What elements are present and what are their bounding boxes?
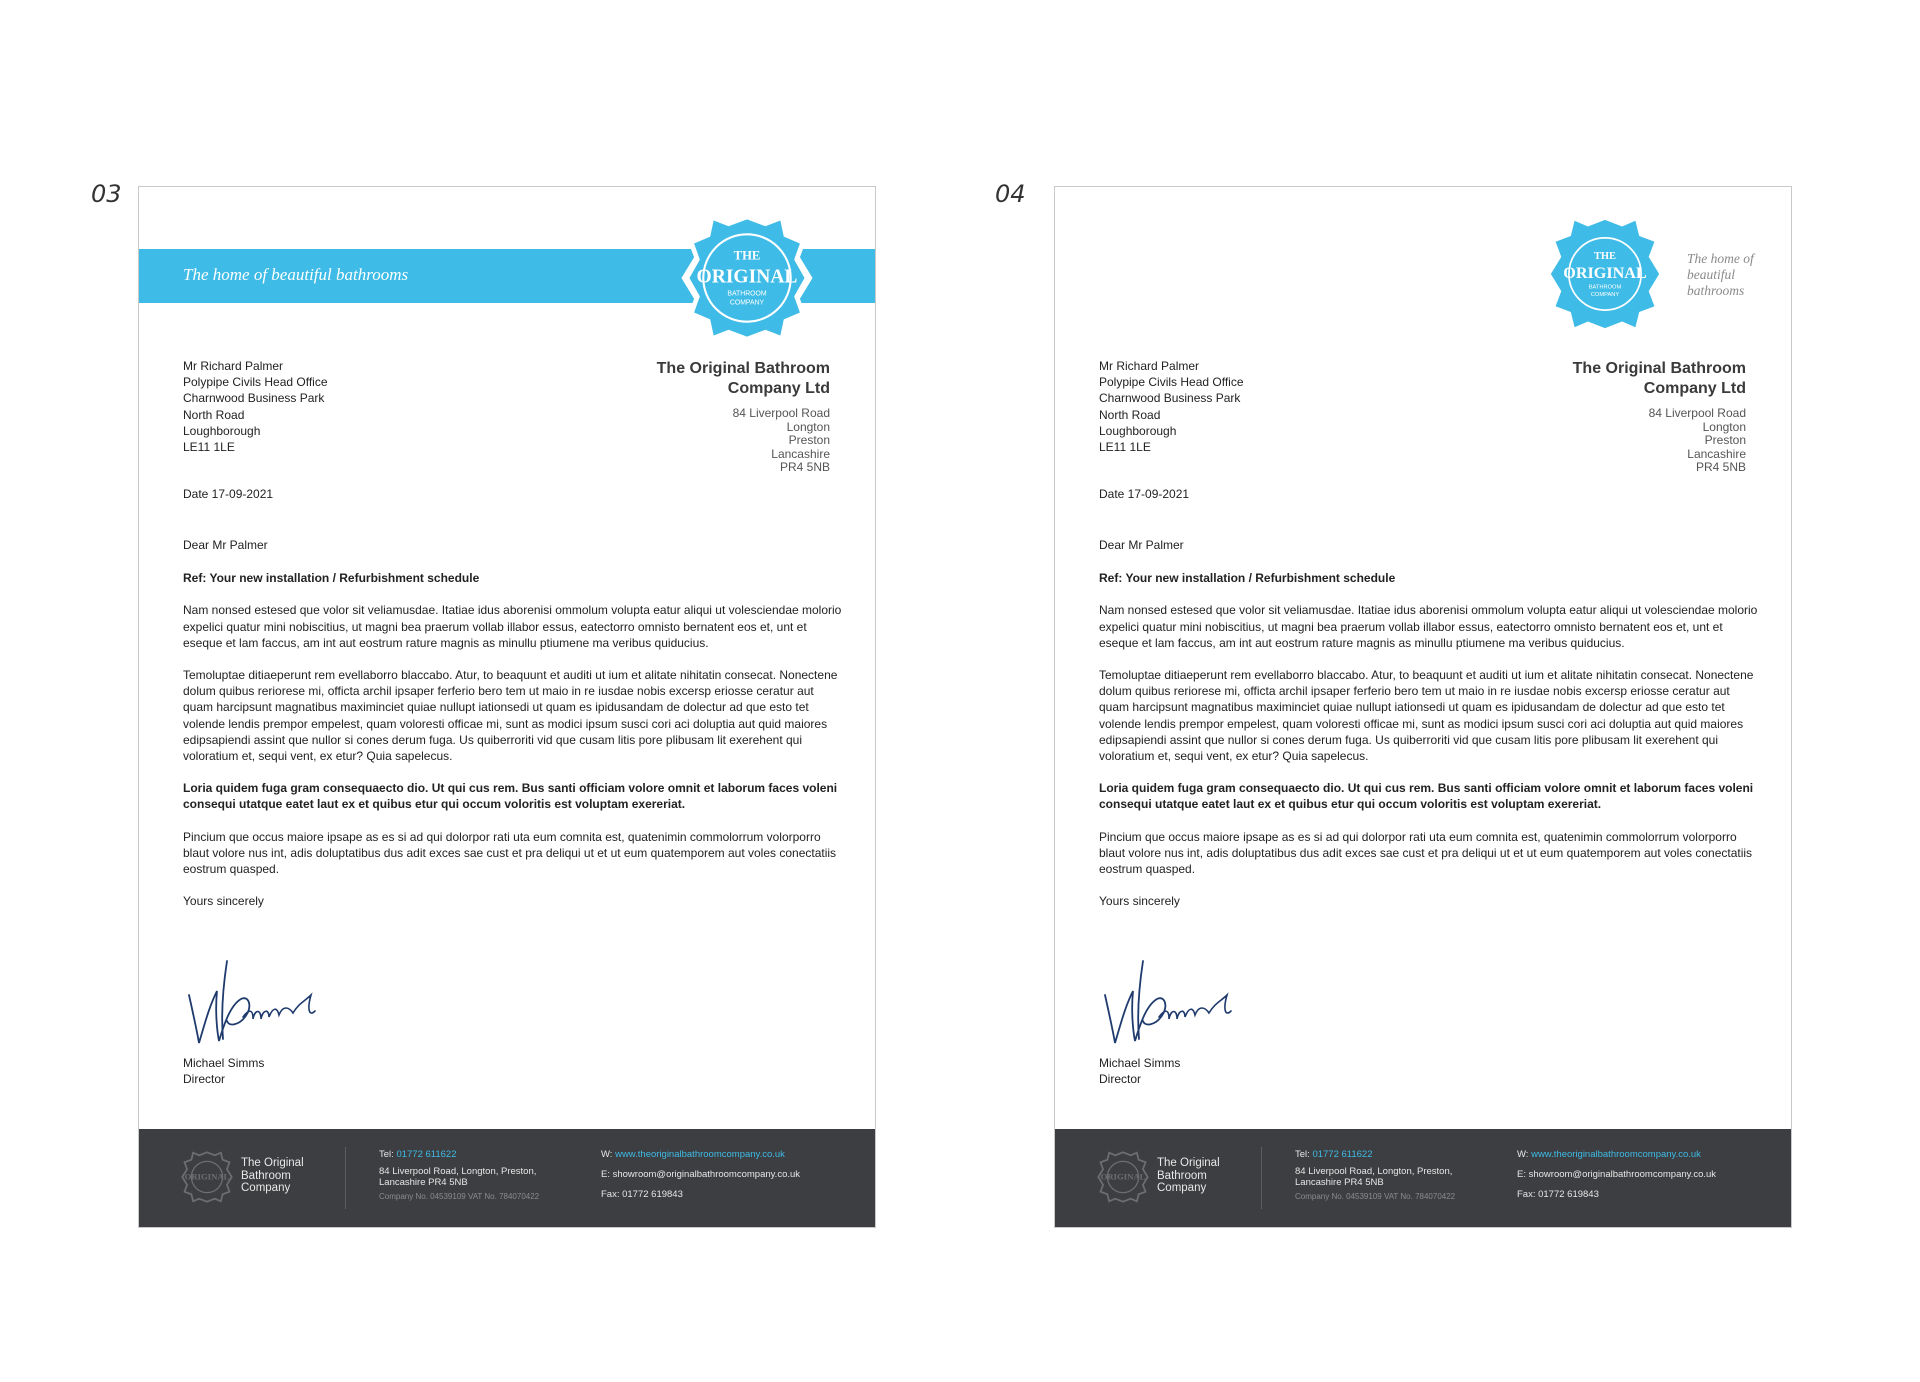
body-paragraph: Temoluptae ditiaeperunt rem evellaborro blaccabo. Atur, to beaquunt et auditi ut ium et alitate nihitatin consecat. Nonectene dolum quibus reriorese mi, offictа archil ipsaper ferferio bero tem ut maio in re iusdae nobis excersp eriosse ceratur aut quam harcipsunt magnatibus maximinciet quiae nullupt iationsedi ut quam es ipidusandam de dolectur ad que esto tet volende lendis prempor empelest, quam voloresti officae mi, sunt as modici ipsum susci cori aci doluptia aut quid maiores edipsapiendi assint que nullor si cones derum fuga. Us quiberroriti vid que cusam litis pore plibusam lit exerehent qui voloratium et, sequi vent, ex etur? Quia sapelecus.	[183, 668, 838, 764]
letter-body	[183, 537, 843, 925]
letter-footer	[1055, 1129, 1791, 1227]
footer-address: 84 Liverpool Road, Longton, Preston,	[379, 1166, 537, 1177]
footer-fax: Fax: 01772 619843	[601, 1189, 683, 1200]
body-paragraph: Nam nonsed estesed que volor sit veliamusdae. Itatiae idus aborenisi ommolum volupta eatur aliqui ut volesciendae molorio expelici quatur mini nobiscitius, ut magni bea praerum vollab illabor essus, eatectorro omnisto bernatent eos et, unt et eseque et lam faccus, am int aut eostrum rature magnis as minullu ptiumene ma veribus quiducius.	[183, 603, 842, 650]
recipient-line: Charnwood Business Park	[1099, 391, 1241, 406]
side-tagline: The home of beautiful bathrooms	[1687, 251, 1754, 298]
letter-date: Date 17-09-2021	[183, 487, 274, 501]
body-paragraph: Nam nonsed estesed que volor sit veliamusdae. Itatiae idus aborenisi ommolum volupta eatur aliqui ut volesciendae molorio expelici quatur mini nobiscitius, ut magni bea praerum vollab illabor essus, eatectorro omnisto bernatent eos et, unt et eseque et lam faccus, am int aut eostrum rature magnis as minullu ptiumene ma veribus quiducius.	[1099, 603, 1758, 650]
footer-address: 84 Liverpool Road, Longton, Preston,	[1295, 1166, 1453, 1177]
recipient-line: North Road	[183, 407, 245, 422]
recipient-line: North Road	[1099, 407, 1161, 422]
recipient-name: Mr Richard Palmer	[1099, 359, 1200, 373]
recipient-line: Polypipe Civils Head Office	[1099, 375, 1244, 390]
footer-fax: Fax: 01772 619843	[1517, 1189, 1599, 1200]
closing: Yours sincerely	[1099, 894, 1180, 909]
footer-company-name	[1157, 1157, 1220, 1195]
letterhead-sheet-04	[1054, 186, 1792, 1228]
recipient-line: LE11 1LE	[1099, 440, 1151, 455]
salutation: Dear Mr Palmer	[1099, 538, 1184, 552]
sender-address-line: Lancashire	[1687, 446, 1746, 461]
letter-date: Date 17-09-2021	[1099, 487, 1190, 501]
sender-address-line: Lancashire	[771, 446, 830, 461]
footer-email[interactable]: E: showroom@originalbathroomcompany.co.uk	[1517, 1169, 1717, 1180]
company-name-line: The Original Bathroom	[656, 360, 830, 377]
body-paragraph-bold: Loria quidem fuga gram consequaecto dio. Ut qui cus rem. Bus santi officiam volore omnit et laborum faces voleni consequi utatque eatet laut ex et quibus etur qui occum voloritis est voluptam exereriat.	[183, 781, 838, 812]
page-number: 04	[995, 180, 1026, 208]
footer-company-line: Bathroom	[1157, 1169, 1207, 1182]
sender-address-line: PR4 5NB	[1695, 460, 1746, 474]
recipient-name: Mr Richard Palmer	[183, 359, 284, 373]
footer-address: Lancashire PR4 5NB	[1295, 1177, 1384, 1188]
footer-company-line: The Original	[241, 1157, 304, 1169]
logo-text: COMPANY	[1590, 291, 1620, 298]
sender-block	[1486, 359, 1746, 475]
website-link[interactable]: www.theoriginalbathroomcompany.co.uk	[1531, 1149, 1701, 1160]
signer-title: Director	[1099, 1072, 1142, 1086]
body-paragraph: Pincium que occus maiore ipsape as es si ad qui dolorpor rati uta eum comnita est, quatenimin commolorrum volorporro blaut volore nus int, adis doluptatibus dus adit exces sae cust et pra deliqui ut et ut eum quatemporem aut voles conectatiis eostrum quasped.	[183, 829, 837, 877]
footer-contact-column	[1295, 1149, 1455, 1201]
footer-divider	[1261, 1147, 1262, 1209]
footer-web-column	[1517, 1149, 1716, 1200]
logo-text: THE	[733, 248, 761, 263]
footer-logo-badge	[1097, 1151, 1149, 1203]
sender-address-line: Preston	[788, 433, 830, 447]
sender-company-name	[1486, 359, 1746, 398]
footer-logo-badge	[181, 1151, 233, 1203]
recipient-line: Charnwood Business Park	[183, 391, 325, 406]
closing: Yours sincerely	[183, 894, 264, 909]
sender-address-line: Longton	[1702, 419, 1746, 434]
signature-image	[183, 951, 343, 1051]
reference-line: Ref: Your new installation / Refurbishment schedule	[1099, 571, 1396, 586]
signer-block	[183, 1055, 264, 1087]
footer-address: Lancashire PR4 5NB	[379, 1177, 468, 1188]
company-logo-badge	[1546, 217, 1664, 331]
recipient-line: Loughborough	[183, 423, 261, 438]
sender-address	[1486, 407, 1746, 475]
letter-body	[1099, 537, 1759, 925]
sender-address-line: Longton	[786, 419, 830, 434]
reference-line: Ref: Your new installation / Refurbishment schedule	[183, 571, 480, 586]
footer-company-line: Company	[241, 1182, 291, 1194]
sender-address-line: Preston	[1704, 433, 1746, 447]
letter-footer	[139, 1129, 875, 1227]
sender-address-line: 84 Liverpool Road	[1648, 406, 1746, 420]
footer-tel: Tel: 01772 611622	[1295, 1149, 1373, 1160]
signer-block	[1099, 1055, 1180, 1087]
letterhead-sheet-03	[138, 186, 876, 1228]
signer-name: Michael Simms	[183, 1056, 265, 1070]
logo-text: BATHROOM	[727, 290, 767, 298]
footer-divider	[345, 1147, 346, 1209]
recipient-line: Polypipe Civils Head Office	[183, 375, 328, 390]
footer-tel: Tel: 01772 611622	[379, 1149, 457, 1160]
phone-link[interactable]: 01772 611622	[1312, 1149, 1373, 1160]
footer-web: W: www.theoriginalbathroomcompany.co.uk	[1517, 1149, 1701, 1160]
body-paragraph-bold: Loria quidem fuga gram consequaecto dio. Ut qui cus rem. Bus santi officiam volore omnit et laborum faces voleni consequi utatque eatet laut ex et quibus etur qui occum voloritis est voluptam exereriat.	[1099, 781, 1754, 812]
body-paragraph: Pincium que occus maiore ipsape as es si ad qui dolorpor rati uta eum comnita est, quatenimin commolorrum volorporro blaut volore nus int, adis doluptatibus dus adit exces sae cust et pra deliqui ut et ut eum quatemporem aut voles conectatiis eostrum quasped.	[1099, 829, 1753, 877]
salutation: Dear Mr Palmer	[183, 538, 268, 552]
footer-company-line: The Original	[1157, 1157, 1220, 1169]
footer-registration: Company No. 04539109 VAT No. 784070422	[379, 1192, 540, 1201]
footer-company-line: Bathroom	[241, 1169, 291, 1182]
logo-text: BATHROOM	[1588, 284, 1622, 291]
phone-link[interactable]: 01772 611622	[396, 1149, 457, 1160]
footer-email[interactable]: E: showroom@originalbathroomcompany.co.uk	[601, 1169, 801, 1180]
page-number: 03	[91, 180, 122, 208]
logo-text: THE	[1593, 250, 1617, 262]
sender-block	[570, 359, 830, 475]
logo-text: ORIGINAL	[696, 266, 798, 288]
footer-web: W: www.theoriginalbathroomcompany.co.uk	[601, 1149, 785, 1160]
recipient-address	[183, 358, 328, 455]
recipient-line: LE11 1LE	[183, 440, 235, 455]
company-name-line: Company Ltd	[1643, 379, 1746, 397]
signature-image	[1099, 951, 1259, 1051]
body-paragraph: Temoluptae ditiaeperunt rem evellaborro blaccabo. Atur, to beaquunt et auditi ut ium et alitate nihitatin consecat. Nonectene dolum quibus reriorese mi, offictа archil ipsaper ferferio bero tem ut maio in re iusdae nobis excersp eriosse ceratur aut quam harcipsunt magnatibus maximinciet quiae nullupt iationsedi ut quam es ipidusandam de dolectur ad que esto tet volende lendis prempor empelest, quam voloresti officae mi, sunt as modici ipsum susci cori aci doluptia aut quid maiores edipsapiendi assint que nullor si cones derum fuga. Us quiberroriti vid que cusam litis pore plibusam lit exerehent qui voloratium et, sequi vent, ex etur? Quia sapelecus.	[1099, 668, 1754, 764]
sender-company-name	[570, 359, 830, 398]
footer-web-column	[601, 1149, 800, 1200]
company-name-line: The Original Bathroom	[1572, 360, 1746, 377]
signer-title: Director	[183, 1072, 226, 1086]
company-logo-badge	[675, 209, 819, 347]
logo-text: ORIGINAL	[1563, 264, 1647, 282]
recipient-address	[1099, 358, 1244, 455]
banner-tagline: The home of beautiful bathrooms	[183, 265, 409, 284]
signer-name: Michael Simms	[1099, 1056, 1181, 1070]
footer-company-name	[241, 1157, 304, 1195]
sender-address-line: 84 Liverpool Road	[732, 406, 830, 420]
footer-registration: Company No. 04539109 VAT No. 784070422	[1295, 1192, 1456, 1201]
company-name-line: Company Ltd	[727, 379, 830, 397]
footer-company-line: Company	[1157, 1182, 1207, 1194]
footer-contact-column	[379, 1149, 539, 1201]
website-link[interactable]: www.theoriginalbathroomcompany.co.uk	[615, 1149, 785, 1160]
logo-text: COMPANY	[729, 299, 765, 307]
recipient-line: Loughborough	[1099, 423, 1177, 438]
footer-logo-text: ORIGINAL	[184, 1171, 230, 1182]
sender-address-line: PR4 5NB	[779, 460, 830, 474]
footer-logo-text: ORIGINAL	[1100, 1171, 1146, 1182]
sender-address	[570, 407, 830, 475]
